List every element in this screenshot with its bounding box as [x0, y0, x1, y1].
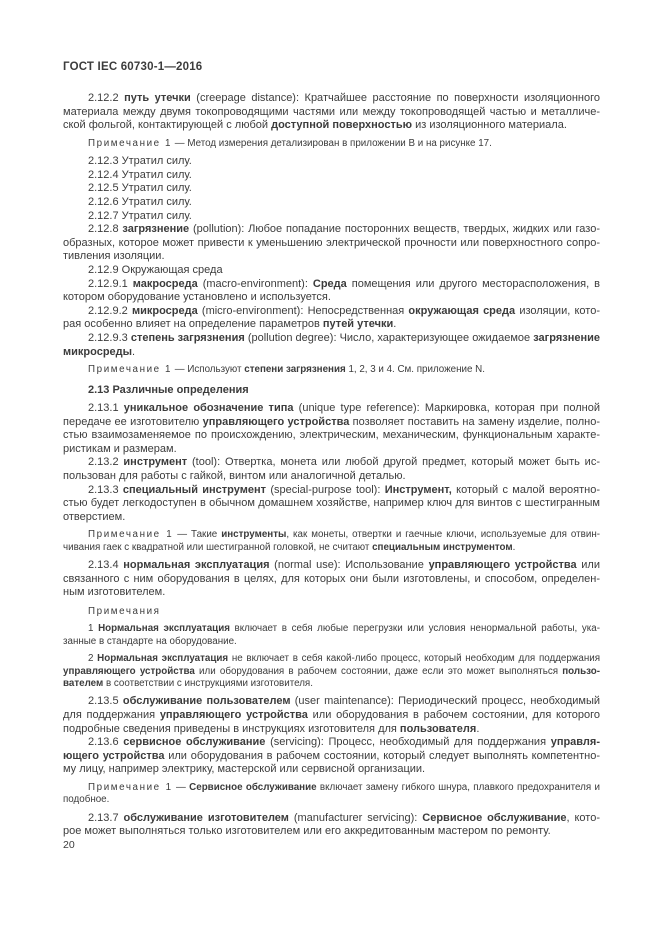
- para-2-12-9-3: [63, 332, 600, 359]
- text-run: Нормальная эксплуатация: [97, 653, 229, 665]
- text-run: 2.12.7 Утратил силу.: [88, 209, 192, 222]
- text-run: нормальная эксплуатация: [123, 559, 270, 572]
- para-2-12-8: [63, 223, 600, 264]
- text-run: 2.12.2: [88, 92, 125, 104]
- text-run: из изоляционного материала.: [412, 119, 567, 132]
- text-run: управляющего устройства: [63, 665, 195, 677]
- text-run: Сервисное обслуживание: [189, 782, 317, 794]
- text-run: Нормальная эксплуатация: [98, 623, 230, 635]
- para-2-12-4: [63, 169, 600, 183]
- text-run: (creepage distance): Кратчайшее расстояние по поверхности изоляционного материала между двумя токопроводящими частями или между токопроводящей частью и металлической фольгой, контактирующей с любой: [63, 92, 601, 132]
- text-run: специальным инструментом: [372, 541, 513, 553]
- text-run: уникальное обозначение типа: [123, 402, 294, 415]
- text-run: 2.12.5 Утратил силу.: [88, 182, 192, 195]
- document-header: [63, 61, 202, 73]
- text-run: (macro-environment):: [197, 277, 313, 290]
- notes-heading: [63, 606, 600, 618]
- text-run: изоляции, которая особенно влияет на определение параметров: [63, 304, 600, 331]
- text-run: 2.12.8: [88, 223, 123, 236]
- text-run: Сервисное обслуживание: [422, 811, 567, 824]
- text-run: или связанного с ним оборудования в целях, для которых они были изготовлены, и способом, определенным изготовителем.: [63, 559, 600, 599]
- text-run: Примечание 1: [88, 364, 173, 376]
- para-2-12-9: [63, 264, 600, 278]
- text-run: инструмент: [123, 456, 188, 469]
- text-run: помещения или другого месторасположения, в котором оборудование установлено и используется.: [63, 277, 600, 304]
- text-run: 2.12.3 Утратил силу.: [88, 155, 192, 168]
- text-run: 2.13.6: [88, 736, 124, 749]
- para-2-12-5: [63, 182, 600, 196]
- text-run: (micro-environment): Непосредственная: [197, 304, 409, 317]
- text-run: —: [172, 782, 190, 794]
- text-run: .: [393, 318, 397, 331]
- text-run: 2.13 Различные определения: [88, 383, 249, 396]
- text-run: (user maintenance): Периодический процесс, необходимый для поддержания: [63, 695, 600, 722]
- text-run: доступной поверхностью: [271, 119, 413, 132]
- text-run: 2: [88, 653, 98, 665]
- text-run: (unique type reference): Маркировка, которая при полной передаче ее изготовителю: [63, 402, 601, 428]
- text-run: обслуживание пользователем: [122, 695, 291, 708]
- text-run: путей утечки: [322, 318, 394, 331]
- text-run: 2.12.9.1: [88, 277, 133, 290]
- text-run: или оборудования в рабочем состоянии, даже если это может выполняться: [194, 665, 563, 677]
- note-item-1: [63, 623, 600, 648]
- text-run: (pollution): Любое попадание посторонних веществ, твердых, жидких или газообразных, которое может привести к уменьшению электрической прочности или поверхностного сопротивления изоляции.: [63, 223, 601, 263]
- text-run: степени загрязнения: [244, 364, 346, 376]
- text-run: (tool): Отвертка, монета или любой другой предмет, который может быть использован для работы с гайкой, винтом или аналогичной деталью.: [63, 456, 600, 483]
- text-run: макросреда: [132, 277, 198, 290]
- text-run: — Используют: [172, 364, 245, 376]
- standard-designation: ГОСТ IEC 60730-1—2016: [63, 61, 203, 73]
- para-2-13-1: [63, 402, 600, 456]
- note-2-12-2: [63, 138, 600, 150]
- text-run: .: [132, 345, 136, 358]
- para-2-12-6: [63, 196, 600, 210]
- text-run: — Такие: [173, 529, 222, 541]
- text-run: не включает в себя какой-либо процесс, который необходим для поддержания: [228, 653, 601, 665]
- text-run: .: [476, 722, 480, 735]
- text-run: управляющего устройства: [428, 559, 577, 572]
- text-run: 2.12.9 Окружающая среда: [88, 263, 223, 276]
- text-run: в соответствии с инструкциями изготовителя.: [103, 678, 313, 690]
- text-run: микросреда: [131, 304, 198, 317]
- para-2-12-2: [63, 92, 600, 133]
- para-2-12-7: [63, 210, 600, 224]
- text-run: (manufacturer servicing):: [288, 811, 423, 824]
- document-content: [63, 92, 600, 839]
- text-run: Примечание 1: [88, 137, 173, 149]
- text-run: Примечание 1: [88, 529, 174, 541]
- text-run: путь утечки: [124, 92, 191, 104]
- note-item-2: [63, 653, 600, 690]
- text-run: (special-purpose tool):: [266, 483, 385, 496]
- text-run: управляющего устройства: [159, 709, 308, 722]
- para-2-13-3: [63, 484, 600, 525]
- text-run: Примечание 1: [88, 782, 173, 794]
- para-2-12-9-1: [63, 278, 600, 305]
- text-run: 2.12.9.2: [88, 304, 132, 317]
- text-run: специальный инструмент: [122, 483, 267, 496]
- text-run: Инструмент,: [384, 483, 452, 496]
- text-run: Среда: [312, 277, 347, 290]
- note-2-12-9-3: [63, 364, 600, 376]
- text-run: пользователем: [63, 665, 601, 690]
- note-2-13-6: [63, 782, 600, 807]
- text-run: 2.13.3: [88, 483, 123, 496]
- text-run: сервисное обслуживание: [123, 736, 266, 749]
- text-run: 2.12.4 Утратил силу.: [88, 168, 192, 181]
- text-run: управляющего устройства: [63, 736, 600, 762]
- text-run: или оборудования в рабочем состоянии, который следует выполнять компетентному лицу, например электрику, мастерской или сервисной организации.: [63, 749, 601, 776]
- text-run: 2.13.2: [88, 456, 124, 469]
- text-run: управляющего устройства: [202, 415, 350, 428]
- text-run: (normal use): Использование: [269, 559, 429, 572]
- text-run: степень загрязнения: [130, 331, 245, 344]
- note-2-13-3: [63, 529, 600, 554]
- para-2-13-7: [63, 812, 600, 839]
- text-run: обслуживание изготовителем: [123, 811, 289, 824]
- text-run: 2.12.9.3: [88, 331, 131, 344]
- text-run: пользователя: [399, 722, 477, 735]
- text-run: Примечания: [88, 606, 161, 618]
- text-run: 2.13.5: [88, 695, 123, 708]
- text-run: 2.13.7: [88, 811, 124, 824]
- text-run: позволяет поставить на замену изделие, полностью взаимозаменяемое по происхождению, электрическим, механическим, функциональным характеристикам и размерам.: [63, 415, 600, 455]
- para-2-12-9-2: [63, 305, 600, 332]
- para-2-12-3: [63, 155, 600, 169]
- text-run: (pollution degree): Число, характеризующее ожидаемое: [244, 331, 534, 344]
- text-run: 1, 2, 3 и 4. См. приложение N.: [345, 364, 485, 376]
- para-2-13-4: [63, 559, 600, 600]
- text-run: инструменты: [221, 529, 287, 541]
- text-run: загрязнение микросреды: [63, 331, 600, 358]
- text-run: — Метод измерения детализирован в приложении В и на рисунке 17.: [172, 137, 492, 149]
- page-number: 20: [63, 839, 75, 851]
- text-run: .: [512, 541, 516, 553]
- text-run: 1: [88, 623, 99, 635]
- text-run: 2.13.4: [88, 559, 124, 572]
- text-run: 2.12.6 Утратил силу.: [88, 195, 192, 208]
- para-2-13-6: [63, 736, 600, 777]
- text-run: (servicing): Процесс, необходимый для поддержания: [265, 736, 551, 749]
- text-run: включает замену гибкого шнура, плавкого предохранителя и подобное.: [63, 782, 600, 806]
- para-2-13-2: [63, 456, 600, 483]
- text-run: или оборудования в рабочем состоянии, для которого подробные сведения приведены в инструкциях изготовителя для: [63, 709, 600, 735]
- text-run: включает в себя любые перегрузки или условия ненормальной работы, указанные в стандарте на оборудование.: [63, 623, 600, 647]
- text-run: который с малой вероятностью будет легкодоступен в обычном домашнем хозяйстве, например ключ для винтов с шестигранным отверстием.: [63, 483, 600, 523]
- heading-2-13: [63, 384, 600, 398]
- text-run: 2.13.1: [88, 402, 124, 415]
- text-run: окружающая среда: [408, 304, 516, 317]
- text-run: , которое может выполняться только изготовителем или его аккредитованным мастером по ремонту.: [63, 811, 601, 838]
- text-run: загрязнение: [122, 223, 190, 236]
- text-run: , как монеты, отвертки и гаечные ключи, используемые для отвинчивания гаек с квадратной или шестигранной головкой, не считают: [63, 529, 601, 553]
- page-footer: [63, 839, 75, 851]
- para-2-13-5: [63, 695, 600, 736]
